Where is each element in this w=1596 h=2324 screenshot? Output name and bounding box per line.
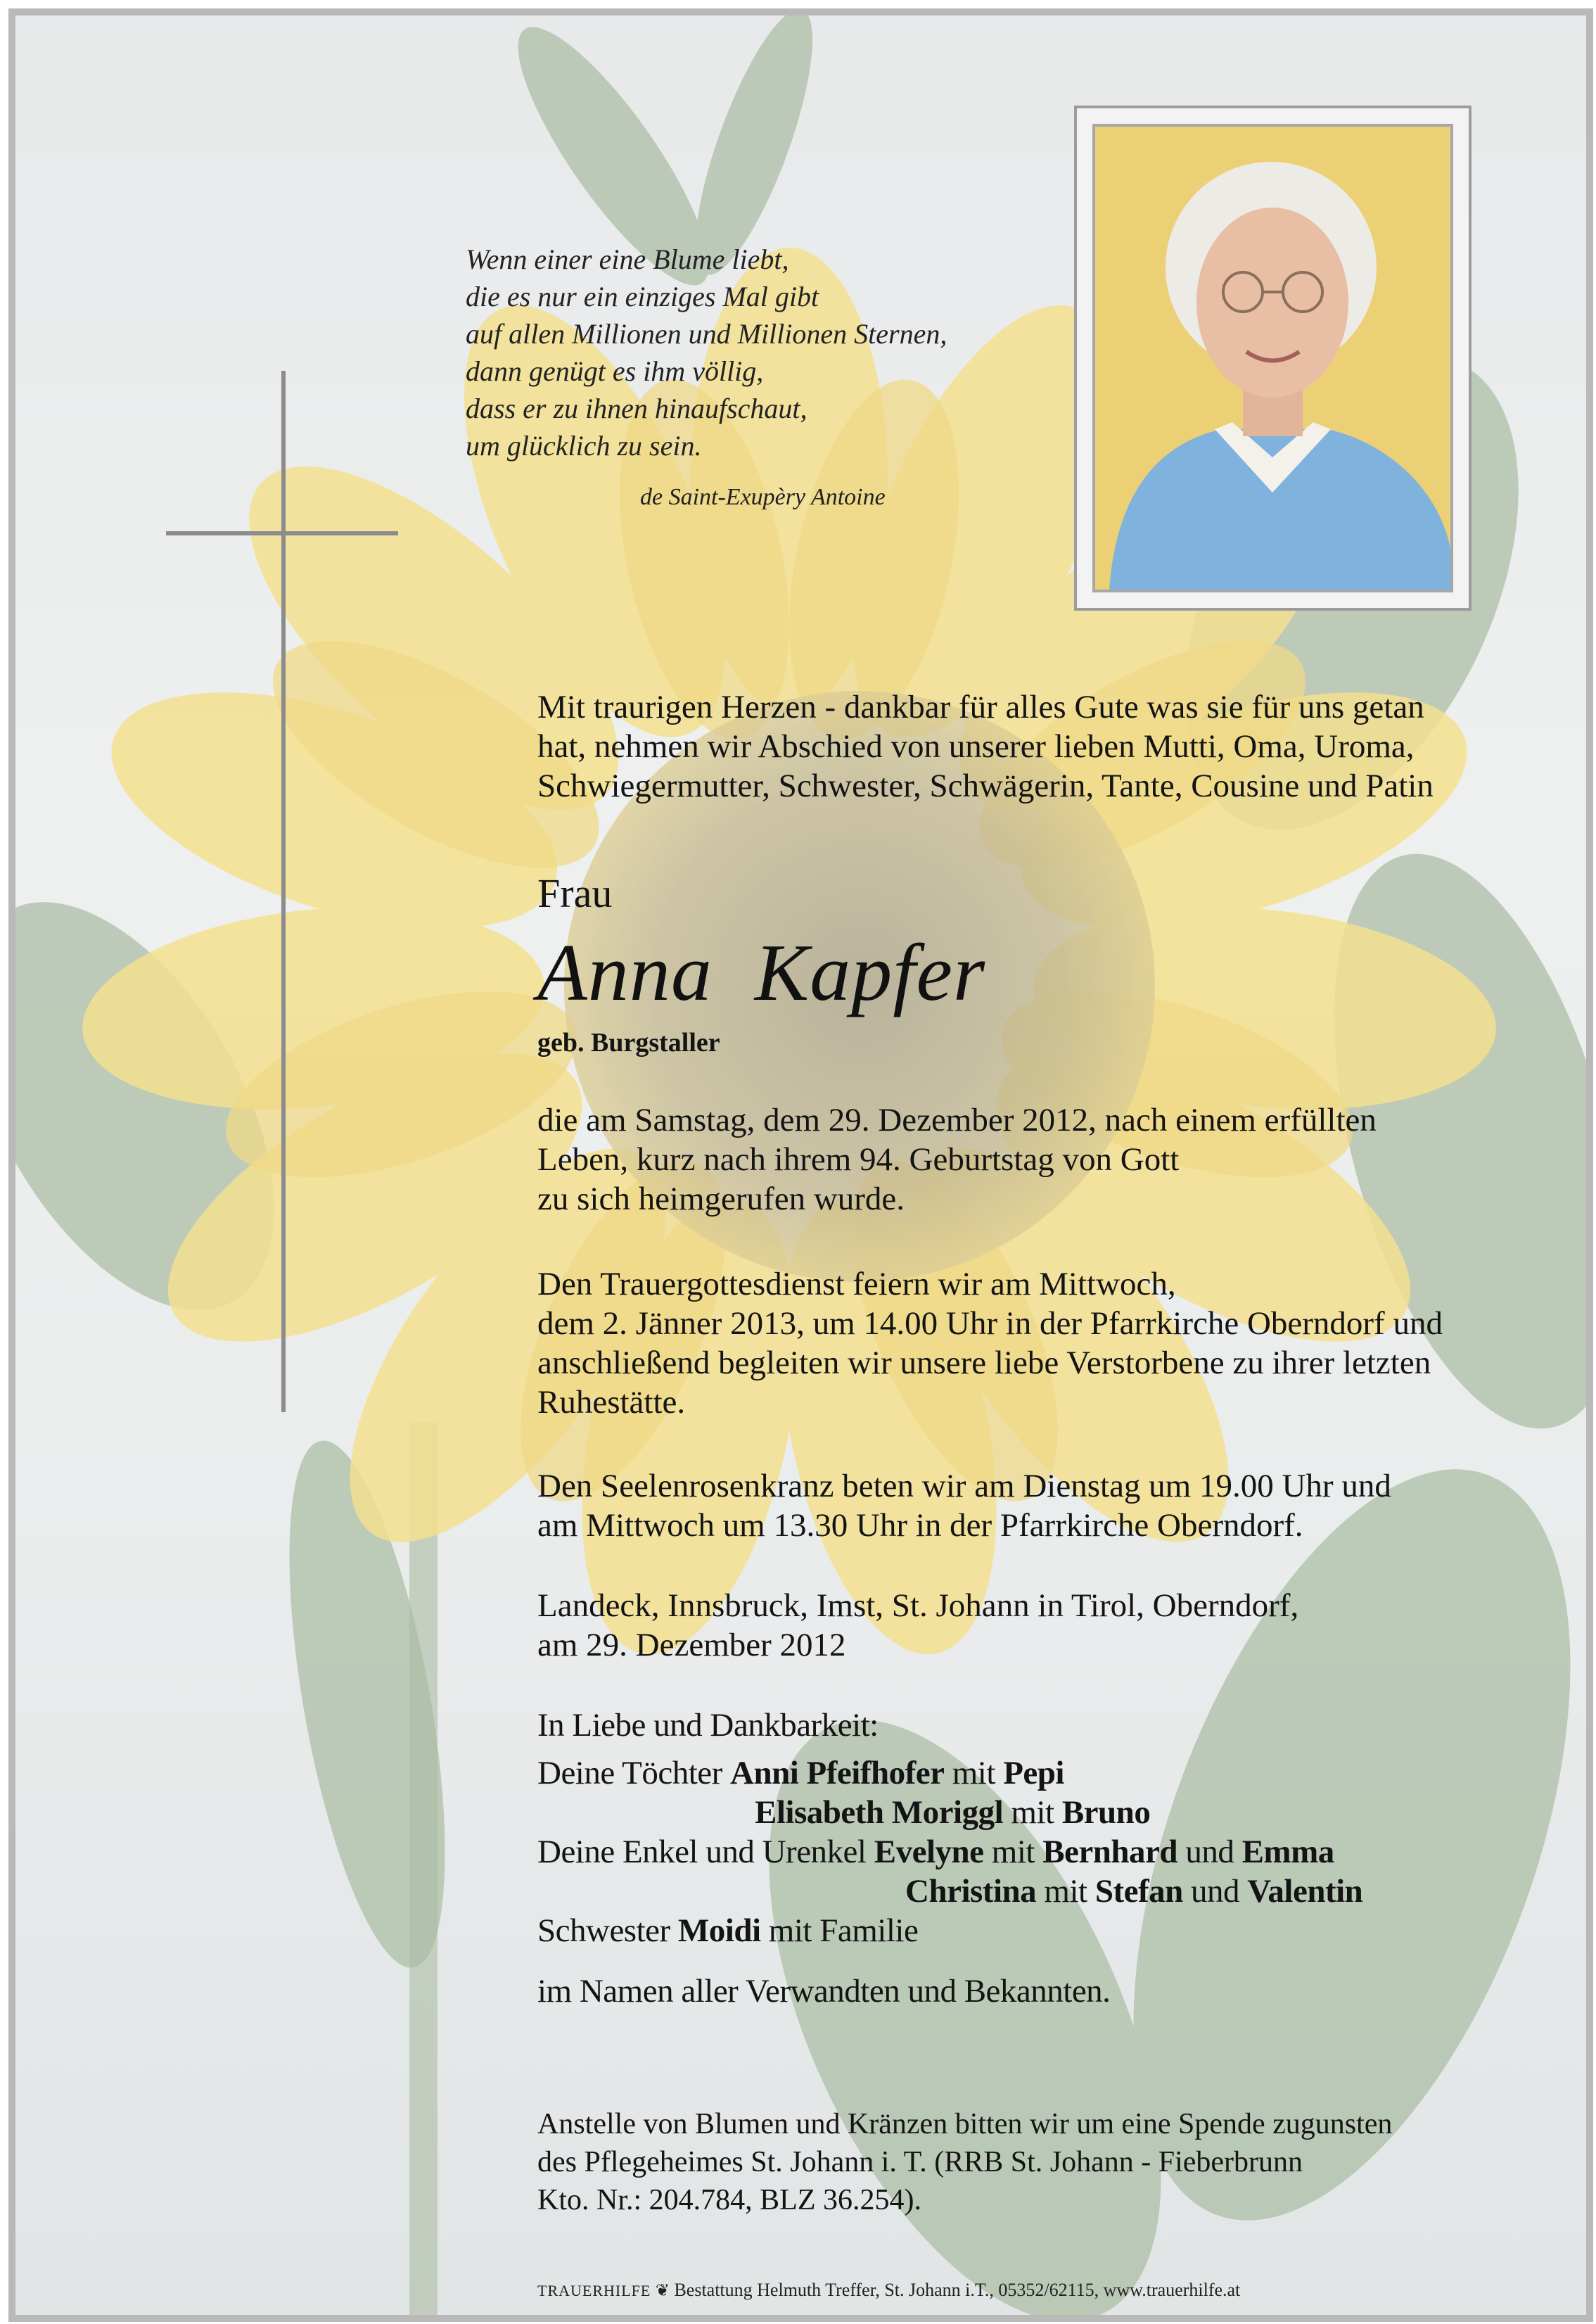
cross-icon <box>281 371 286 1412</box>
rosary-line: am Mittwoch um 13.30 Uhr in der Pfarrkirche Oberndorf. <box>537 1507 1303 1544</box>
with-word: mit <box>1044 1873 1087 1910</box>
rosary-info <box>537 1466 1391 1545</box>
daughter-name: Anni Pfeifhofer <box>730 1755 945 1791</box>
feather-icon: ❦ <box>655 2282 670 2300</box>
death-notice-line: die am Samstag, dem 29. Dezember 2012, nach einem erfüllten <box>537 1102 1377 1138</box>
grandchildren-row <box>537 1872 1362 1911</box>
poem-line: dann genügt es ihm völlig, <box>466 355 764 387</box>
and-word: und <box>1191 1873 1240 1910</box>
death-notice-line: zu sich heimgerufen wurde. <box>537 1181 905 1217</box>
daughter-partner: Bruno <box>1061 1794 1151 1831</box>
poem-line: Wenn einer eine Blume liebt, <box>466 243 789 275</box>
footer-text: Bestattung Helmuth Treffer, St. Johann i.T., 05352/62115, www.trauerhilfe.at <box>674 2280 1241 2300</box>
death-notice <box>537 1100 1377 1219</box>
birth-name: geb. Burgstaller <box>537 1028 720 1058</box>
daughters-row <box>537 1793 1362 1832</box>
funeral-line: Ruhestätte. <box>537 1384 686 1421</box>
grandchild-name: Evelyne <box>874 1834 984 1870</box>
great-grandchild: Emma <box>1241 1834 1334 1870</box>
place-date-line: am 29. Dezember 2012 <box>537 1627 846 1663</box>
sister-name: Moidi <box>677 1912 761 1949</box>
great-grandchild: Valentin <box>1247 1873 1363 1910</box>
poem <box>466 241 1099 464</box>
grandchild-name: Christina <box>905 1873 1037 1910</box>
poem-line: um glücklich zu sein. <box>466 430 702 462</box>
donation-line: Kto. Nr.: 204.784, BLZ 36.254). <box>537 2184 921 2216</box>
grandchild-partner: Bernhard <box>1042 1834 1178 1870</box>
daughters-row <box>537 1753 1362 1793</box>
funeral-line: anschließend begleiten wir unsere liebe Verstorbene zu ihrer letzten <box>537 1345 1431 1381</box>
sister-suffix: mit Familie <box>768 1912 919 1949</box>
intro-line: hat, nehmen wir Abschied von unserer lieben Mutti, Oma, Uroma, <box>537 728 1415 765</box>
cross-icon-bar <box>166 531 398 535</box>
mourners-heading: In Liebe und Dankbarkeit: <box>537 1707 879 1744</box>
donation-line: Anstelle von Blumen und Kränzen bitten wir um eine Spende zugunsten <box>537 2108 1393 2140</box>
poem-line: auf allen Millionen und Millionen Sternen, <box>466 318 947 350</box>
intro-line: Mit traurigen Herzen - dankbar für alles Gute was sie für uns getan <box>537 689 1424 725</box>
and-word: und <box>1185 1834 1234 1870</box>
poem-line: dass er zu ihnen hinaufschaut, <box>466 393 807 424</box>
funeral-line: dem 2. Jänner 2013, um 14.00 Uhr in der Pfarrkirche Oberndorf und <box>537 1305 1443 1342</box>
sister-row <box>537 1911 1362 1950</box>
footer-brand: TRAUERHILFE <box>537 2282 651 2299</box>
with-word: mit <box>991 1834 1035 1870</box>
daughter-partner: Pepi <box>1003 1755 1064 1791</box>
funeral-line: Den Trauergottesdienst feiern wir am Mittwoch, <box>537 1266 1176 1302</box>
with-word: mit <box>1011 1794 1054 1831</box>
daughters-label: Deine Töchter <box>537 1755 722 1791</box>
footer <box>537 2280 1240 2301</box>
salutation: Frau <box>537 870 613 916</box>
portrait-photo <box>1092 124 1453 592</box>
grandchildren-label: Deine Enkel und Urenkel <box>537 1834 867 1870</box>
place-date-line: Landeck, Innsbruck, Imst, St. Johann in Tirol, Oberndorf, <box>537 1587 1299 1624</box>
rosary-line: Den Seelenrosenkranz beten wir am Dienstag um 19.00 Uhr und <box>537 1468 1391 1504</box>
funeral-info <box>537 1264 1443 1422</box>
mourners-list <box>537 1706 1362 2011</box>
donation-note <box>537 2105 1392 2219</box>
intro-text <box>537 687 1434 806</box>
with-word: mit <box>952 1755 995 1791</box>
place-date <box>537 1586 1298 1665</box>
death-notice-line: Leben, kurz nach ihrem 94. Geburtstag von Gott <box>537 1141 1180 1178</box>
poem-author: de Saint-Exupèry Antoine <box>640 484 886 510</box>
deceased-name: Anna Kapfer <box>537 928 986 1018</box>
portrait-frame <box>1074 106 1471 611</box>
sister-label: Schwester <box>537 1912 670 1949</box>
mourners-closing: im Namen aller Verwandten und Bekannten. <box>537 1973 1111 2009</box>
daughter-name: Elisabeth Moriggl <box>755 1794 1004 1831</box>
poem-line: die es nur ein einziges Mal gibt <box>466 281 819 312</box>
donation-line: des Pflegeheimes St. Johann i. T. (RRB St. Johann - Fieberbrunn <box>537 2146 1303 2178</box>
grandchildren-row <box>537 1832 1362 1872</box>
obituary-card <box>8 8 1593 2322</box>
grandchild-partner: Stefan <box>1094 1873 1183 1910</box>
intro-line: Schwiegermutter, Schwester, Schwägerin, Tante, Cousine und Patin <box>537 768 1434 804</box>
